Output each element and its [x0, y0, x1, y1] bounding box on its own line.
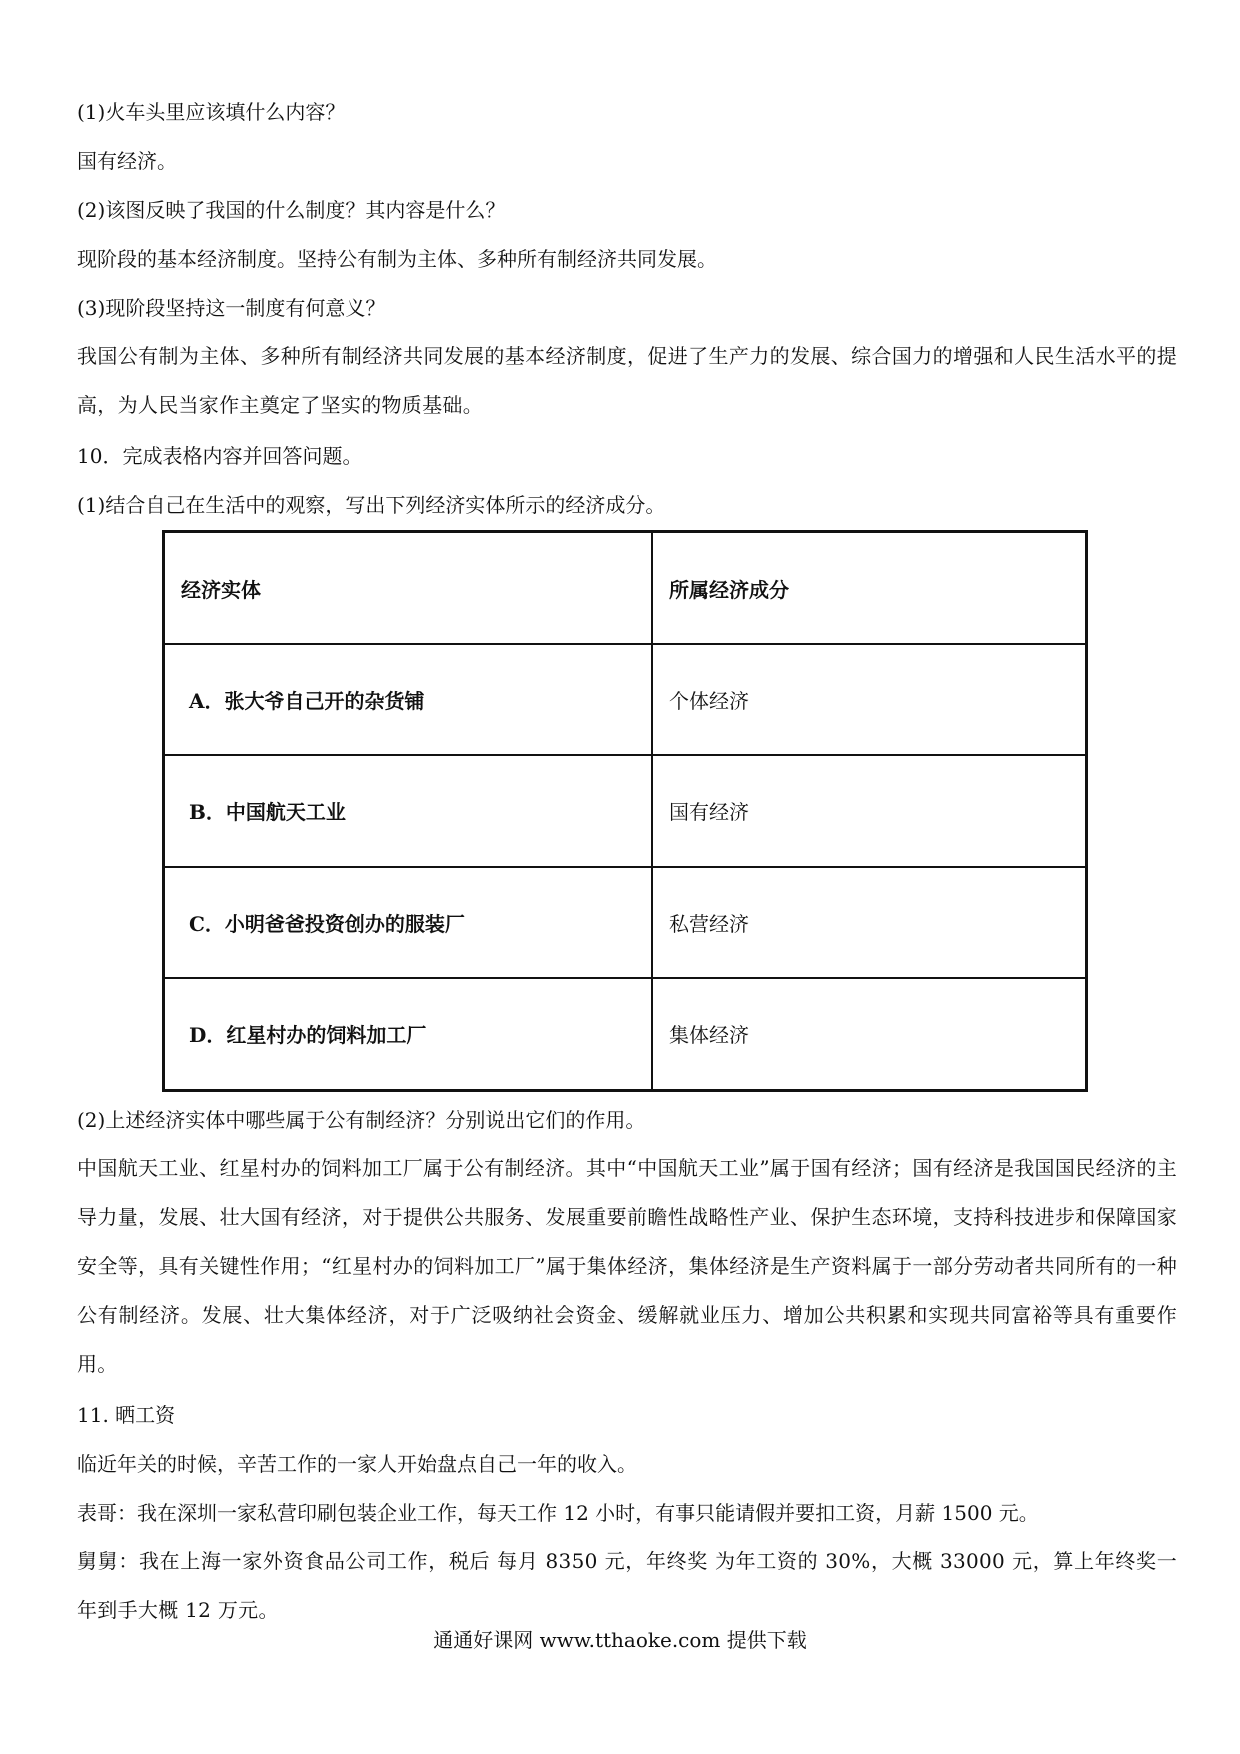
q10-answer-2: 中国航天工业、红星村办的饲料加工厂属于公有制经济。其中“中国航天工业”属于国有经济；国有经济是我国国民经济的主导力量，发展、壮大国有经济，对于提供公共服务、发展重要前瞻性战略性产业、保护生态环境，支持科技进步和保障国家安全等，具有关键性作用；“红星村办的饲料加工厂”属于集体经济，集体经济是生产资料属于一部分劳动者共同所有的一种公有制经济。发展、壮大集体经济，对于广泛吸纳社会资金、缓解就业压力、增加公共积累和实现共同富裕等具有重要作用。	[77, 1156, 1177, 1376]
q11-uncle-statement: 舅舅：我在上海一家外资食品公司工作，税后 每月 8350 元，年终奖 为年工资的 30%，大概 33000 元，算上年终奖一年到手大概 12 万元。	[77, 1549, 1177, 1622]
table-row	[164, 755, 1087, 866]
table-header-entity: 经济实体	[164, 532, 653, 645]
q11-title: 11. 晒工资	[77, 1403, 176, 1427]
q11-intro: 临近年关的时候，辛苦工作的一家人开始盘点自己一年的收入。	[77, 1452, 637, 1476]
q11-cousin-statement: 表哥：我在深圳一家私营印刷包装企业工作，每天工作 12 小时，有事只能请假并要扣工资，月薪 1500 元。	[77, 1501, 1039, 1525]
q9-question-2: (2)该图反映了我国的什么制度？其内容是什么？	[77, 198, 506, 222]
page-footer: 通通好课网 www.tthaoke.com 提供下载	[433, 1628, 807, 1652]
table-cell-component: 国有经济	[652, 755, 1087, 866]
q9-answer-2: 现阶段的基本经济制度。坚持公有制为主体、多种所有制经济共同发展。	[77, 247, 717, 271]
table-cell-entity: C．小明爸爸投资创办的服装厂	[164, 867, 653, 978]
table-row	[164, 644, 1087, 755]
table-cell-entity: A．张大爷自己开的杂货铺	[164, 644, 653, 755]
table-cell-entity: B．中国航天工业	[164, 755, 653, 866]
table-cell-entity: D．红星村办的饲料加工厂	[164, 978, 653, 1091]
q10-question-1: (1)结合自己在生活中的观察，写出下列经济实体所示的经济成分。	[77, 493, 666, 517]
table-header-component: 所属经济成分	[652, 532, 1087, 645]
table-cell-component: 私营经济	[652, 867, 1087, 978]
table-cell-component: 集体经济	[652, 978, 1087, 1091]
economy-table	[162, 530, 1088, 1092]
q10-question-2: (2)上述经济实体中哪些属于公有制经济？分别说出它们的作用。	[77, 1108, 646, 1132]
q9-question-3: (3)现阶段坚持这一制度有何意义？	[77, 296, 386, 320]
table-cell-component: 个体经济	[652, 644, 1087, 755]
table-row	[164, 978, 1087, 1091]
q9-question-1: (1)火车头里应该填什么内容？	[77, 100, 346, 124]
table-header-row	[164, 532, 1087, 645]
q9-answer-1: 国有经济。	[77, 149, 177, 173]
q9-answer-3: 我国公有制为主体、多种所有制经济共同发展的基本经济制度，促进了生产力的发展、综合国力的增强和人民生活水平的提高，为人民当家作主奠定了坚实的物质基础。	[77, 344, 1177, 417]
q10-title: 10．完成表格内容并回答问题。	[77, 444, 363, 468]
table-row	[164, 867, 1087, 978]
